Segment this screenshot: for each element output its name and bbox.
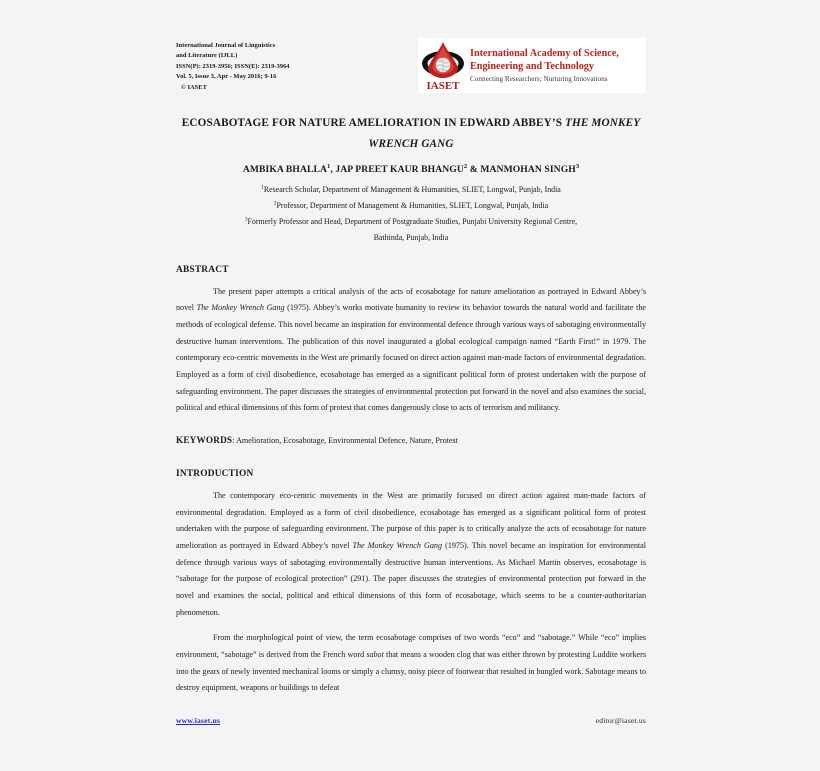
affiliation-item <box>176 214 646 230</box>
abstract-novel-title: The Monkey Wrench Gang <box>196 303 285 313</box>
keywords-separator: : <box>232 436 237 446</box>
affiliation-item <box>176 182 646 198</box>
paper-title-italic-2: WRENCH GANG <box>368 137 454 150</box>
author-list: AMBIKA BHALLA$^1$, JAP PREET KAUR BHANGU$^2$ & MANMOHAN SINGH$^3$ <box>242 163 580 176</box>
publisher-name <box>466 47 619 85</box>
introduction-heading: INTRODUCTION <box>176 469 254 480</box>
author-name: JAP PREET KAUR BHANGU <box>335 164 464 176</box>
editor-email: editor@iaset.us <box>595 716 646 725</box>
affiliation-item <box>176 198 646 214</box>
author-affil-marker: 3 <box>575 163 580 171</box>
author-name: AMBIKA BHALLA <box>242 164 328 176</box>
affiliation-marker: 2 <box>273 200 277 207</box>
abstract-text-part-2: (1975). Abbey’s works motivate humanity to review its behavior towards the natural world and facilitate the methods of ecological defense. This novel became an inspiration for environmental defence through various ways of sabotaging environmentally destructive human interventions. The publication of this novel inaugurated a global ecological campaign named “Earth First!” in 1979. The contemporary eco-centric movements in the West are primarily focused on direct action against man-made factors of environmental degradation. Employed as a form of civil disobedience, ecosabotage has emerged as a significant political form of protest undertaken with the purpose of safeguarding environment. The paper discusses the strategies of environmental protection put forward in the novel and also examines the social, political and ethical dimensions of this form of protest that comes dangerously close to acts of terrorism and militancy. <box>176 303 646 413</box>
journal-issn: ISSN(P): 2319-3956; ISSN(E): 2319-3964 <box>176 62 290 70</box>
abstract-text-part-1: The present paper attempts a critical analysis of the acts of ecosabotage for nature amelioration as portrayed in Edward Abbey’s novel <box>176 286 646 313</box>
abstract-heading: ABSTRACT <box>176 264 229 275</box>
author-affil-marker: 2 <box>463 163 468 171</box>
affiliation-text: Professor, Department of Management & Humanities, SLIET, Longwal, Punjab, India <box>276 201 549 211</box>
journal-info <box>176 38 290 93</box>
paper-title-italic-1: THE MONKEY <box>565 117 641 129</box>
abstract-paragraph <box>176 284 646 417</box>
publisher-name-line-2: Engineering and Technology <box>470 61 594 73</box>
svg-text:IASET: IASET <box>426 79 460 91</box>
introduction-paragraph-2 <box>176 630 646 697</box>
page-content <box>176 38 646 697</box>
intro-p1-part-2: (1975). This novel became an inspiration for environmental defence through various ways of sabotaging environmentally destructive human interventions. As Michael Martin observes, ecosabotage is “sabotage for the purpose of ecological protection” (291). The paper discusses the strategies of environmental protection put forward in the novel and examines the social, political and ethical dimensions of this form of ecosabotage, which seems to be a counter-authoritarian phenomenon. <box>176 541 646 617</box>
journal-volume-issue: Vol. 5, Issue 3, Apr - May 2016; 9-16 <box>176 73 277 81</box>
paper-title-main: ECOSABOTAGE FOR NATURE AMELIORATION IN EDWARD ABBEY’S <box>181 117 566 129</box>
keywords-values: Amelioration, Ecosabotage, Environmental Defence, Nature, Protest <box>236 436 458 446</box>
publisher-logo-block <box>418 38 646 93</box>
intro-p2-french-word: sabot <box>366 650 384 660</box>
affiliation-text: Research Scholar, Department of Management & Humanities, SLIET, Longwal, Punjab, India <box>263 185 561 195</box>
intro-p1-part-1: The contemporary eco-centric movements in the West are primarily focused on direct action against man-made factors of environmental degradation. Employed as a form of civil disobedience, ecosabotage has emerged as a significant political form of protest undertaken with the purpose of safeguarding environment. The purpose of this paper is to critically analyze the acts of ecosabotage for nature amelioration as portrayed in Edward Abbey’s novel <box>176 491 646 551</box>
affiliation-marker: 1 <box>261 184 264 191</box>
author-name: MANMOHAN SINGH <box>480 164 576 176</box>
intro-p2-part-1: From the morphological point of view, the term ecosabotage comprises of two words “eco” and “sabotage.” While “eco” implies environment, “sabotage” is derived from the French word <box>176 633 646 660</box>
intro-p2-part-2: that means a wooden clog that was either thrown by protesting Luddite workers into the gears of newly invented mechanical looms or simply a clumsy, noisy piece of footwear that resulted in bungled work. Sabotage means to destroy equipment, weapons or buildings to defeat <box>176 650 646 693</box>
website-link[interactable]: www.iaset.us <box>176 716 221 725</box>
journal-copyright: © IASET <box>181 83 207 91</box>
publisher-tagline: Connecting Researchers; Nurturing Innovations <box>470 74 608 83</box>
introduction-paragraph-1 <box>176 488 646 621</box>
masthead <box>176 38 646 96</box>
keywords-line <box>176 431 646 450</box>
affiliation-text: Bathinda, Punjab, India <box>373 232 449 242</box>
affiliation-marker: 3 <box>244 216 248 223</box>
journal-title-line-2: and Literature (IJLL) <box>176 52 238 60</box>
intro-p1-novel-title: The Monkey Wrench Gang <box>352 541 443 551</box>
journal-title-line-1: International Journal of Linguistics <box>176 42 276 49</box>
affiliation-text: Formerly Professor and Head, Department of Postgraduate Studies, Punjabi University Regional Centre, <box>247 217 578 227</box>
keywords-label: KEYWORDS <box>176 435 233 446</box>
paper-title <box>176 113 646 154</box>
affiliation-list <box>176 182 646 245</box>
publisher-name-line-1: International Academy of Science, <box>470 47 619 59</box>
affiliation-item <box>176 230 646 246</box>
iaset-logo-icon <box>420 41 466 91</box>
author-affil-marker: 1 <box>327 163 331 171</box>
page-footer <box>176 716 646 725</box>
